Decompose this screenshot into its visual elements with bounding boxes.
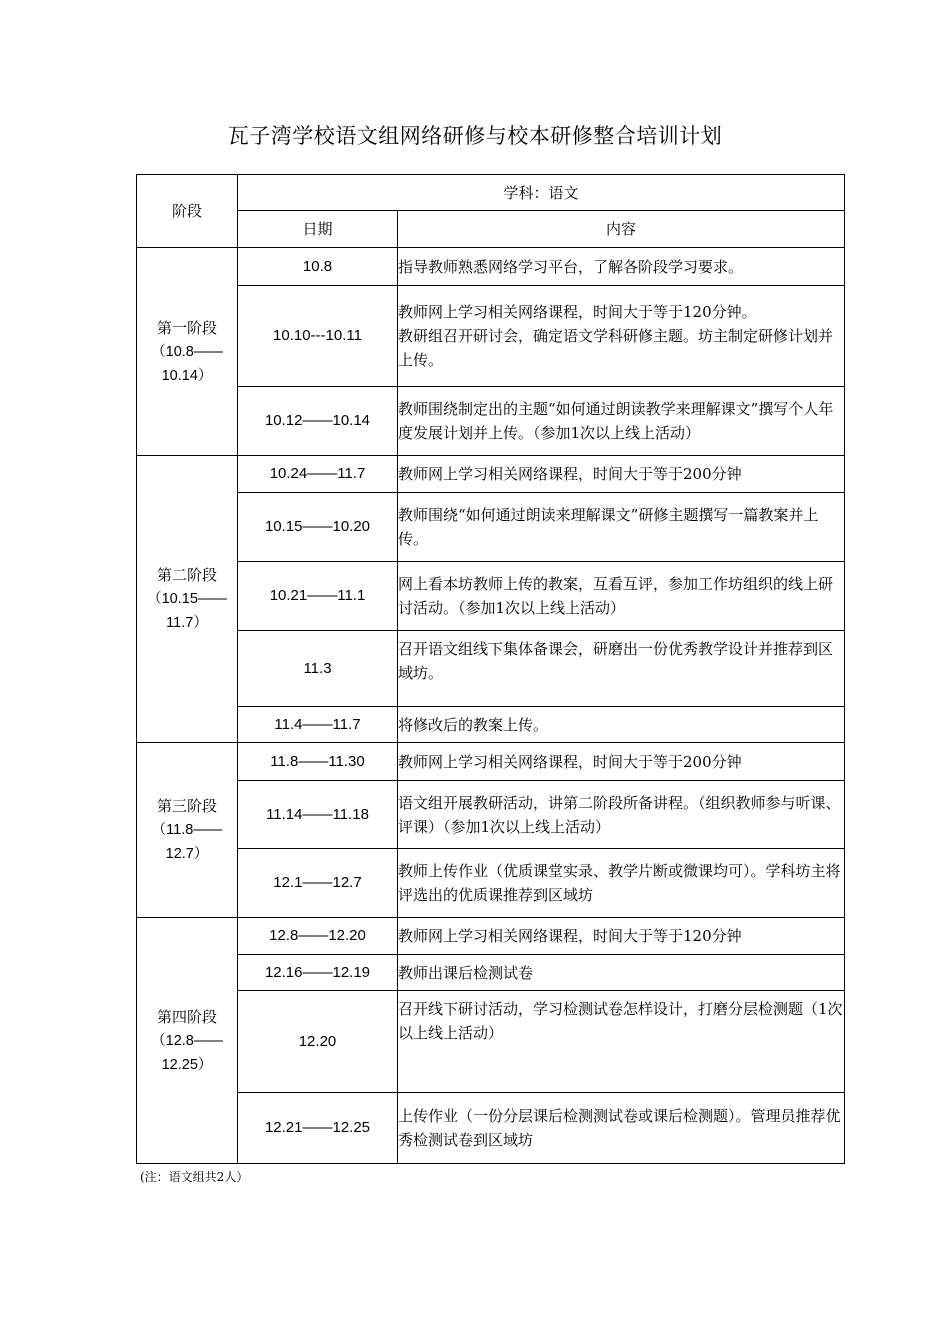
table-row (137, 387, 845, 456)
content-cell: 语文组开展教研活动，讲第二阶段所备讲程。（组织教师参与听课、评课）（参加1次以上线上活动） (398, 781, 845, 849)
footnote: (注：语文组共2人） (140, 1170, 249, 1184)
date-cell: 12.8——12.20 (238, 918, 398, 955)
stage-name: 第一阶段 (156, 318, 217, 337)
table-row (137, 743, 845, 781)
stage-name: 第四阶段 (156, 1007, 217, 1026)
date-cell: 10.15——10.20 (238, 493, 398, 562)
content-cell: 教师网上学习相关网络课程，时间大于等于200分钟 (398, 743, 845, 781)
stage-cell (137, 248, 238, 456)
table-row (137, 918, 845, 955)
table-row (137, 955, 845, 991)
date-cell: 12.20 (238, 991, 398, 1093)
content-cell: 将修改后的教案上传。 (398, 707, 845, 743)
content-cell: 教师网上学习相关网络课程，时间大于等于200分钟 (398, 456, 845, 493)
date-cell: 12.21——12.25 (238, 1093, 398, 1164)
table-row (137, 1093, 845, 1164)
table-row (137, 849, 845, 918)
date-cell: 11.3 (238, 631, 398, 707)
content-text: 教师网上学习相关网络课程，时间大于等于120分钟。 教研组召开研讨会，确定语文学科研修主题。坊主制定研修计划并上传。 (398, 303, 834, 369)
content-cell: 召开语文组线下集体备课会，研磨出一份优秀教学设计并推荐到区域坊。 (398, 631, 845, 707)
page-title: 瓦子湾学校语文组网络研修与校本研修整合培训计划 (227, 124, 723, 148)
header-row (137, 175, 845, 211)
stage-range: （10.15——11.7） (147, 591, 227, 631)
date-cell: 12.1——12.7 (238, 849, 398, 918)
table-row (137, 286, 845, 387)
content-cell: 网上看本坊教师上传的教案，互看互评，参加工作坊组织的线上研讨活动。（参加1次以上线上活动） (398, 562, 845, 631)
content-cell: 指导教师熟悉网络学习平台，了解各阶段学习要求。 (398, 248, 845, 286)
stage-name: 第二阶段 (156, 566, 217, 584)
header-row (137, 211, 845, 248)
table-row (137, 991, 845, 1093)
stage-name: 第三阶段 (156, 797, 217, 815)
content-cell: 教师围绕制定出的主题“如何通过朗读教学来理解课文”撰写个人年度发展计划并上传。（参加1次以上线上活动） (398, 387, 845, 456)
training-plan-table (136, 174, 845, 1164)
stage-header: 阶段 (137, 175, 238, 248)
date-cell: 11.14——11.18 (238, 781, 398, 849)
date-cell: 11.4——11.7 (238, 707, 398, 743)
table-row (137, 456, 845, 493)
content-cell (398, 286, 845, 387)
date-cell: 10.10---10.11 (238, 286, 398, 387)
content-cell: 教师上传作业（优质课堂实录、教学片断或微课均可）。学科坊主将评选出的优质课推荐到区域坊 (398, 849, 845, 918)
table-row (137, 781, 845, 849)
subject-header: 学科：语文 (238, 175, 845, 211)
date-cell: 11.8——11.30 (238, 743, 398, 781)
stage-range: （10.8——10.14） (151, 343, 223, 384)
stage-cell (137, 918, 238, 1164)
stage-range: （12.8——12.25） (151, 1032, 223, 1073)
content-header: 内容 (398, 211, 845, 248)
date-cell: 10.24——11.7 (238, 456, 398, 493)
table-row (137, 631, 845, 707)
stage-cell (137, 743, 238, 918)
stage-range: （11.8——12.7） (151, 822, 223, 862)
table-row (137, 707, 845, 743)
content-cell: 教师网上学习相关网络课程，时间大于等于120分钟 (398, 918, 845, 955)
table-row (137, 562, 845, 631)
date-cell: 10.12——10.14 (238, 387, 398, 456)
table-row (137, 248, 845, 286)
date-cell: 10.8 (238, 248, 398, 286)
date-header: 日期 (238, 211, 398, 248)
stage-cell (137, 456, 238, 743)
date-cell: 12.16——12.19 (238, 955, 398, 991)
content-cell: 上传作业（一份分层课后检测测试卷或课后检测题）。管理员推荐优秀检测试卷到区域坊 (398, 1093, 845, 1164)
content-cell: 教师围绕“如何通过朗读来理解课文”研修主题撰写一篇教案并上传。 (398, 493, 845, 562)
table-row (137, 493, 845, 562)
content-cell: 教师出课后检测试卷 (398, 955, 845, 991)
date-cell: 10.21——11.1 (238, 562, 398, 631)
content-cell: 召开线下研讨活动，学习检测试卷怎样设计，打磨分层检测题（1次以上线上活动） (398, 991, 845, 1093)
